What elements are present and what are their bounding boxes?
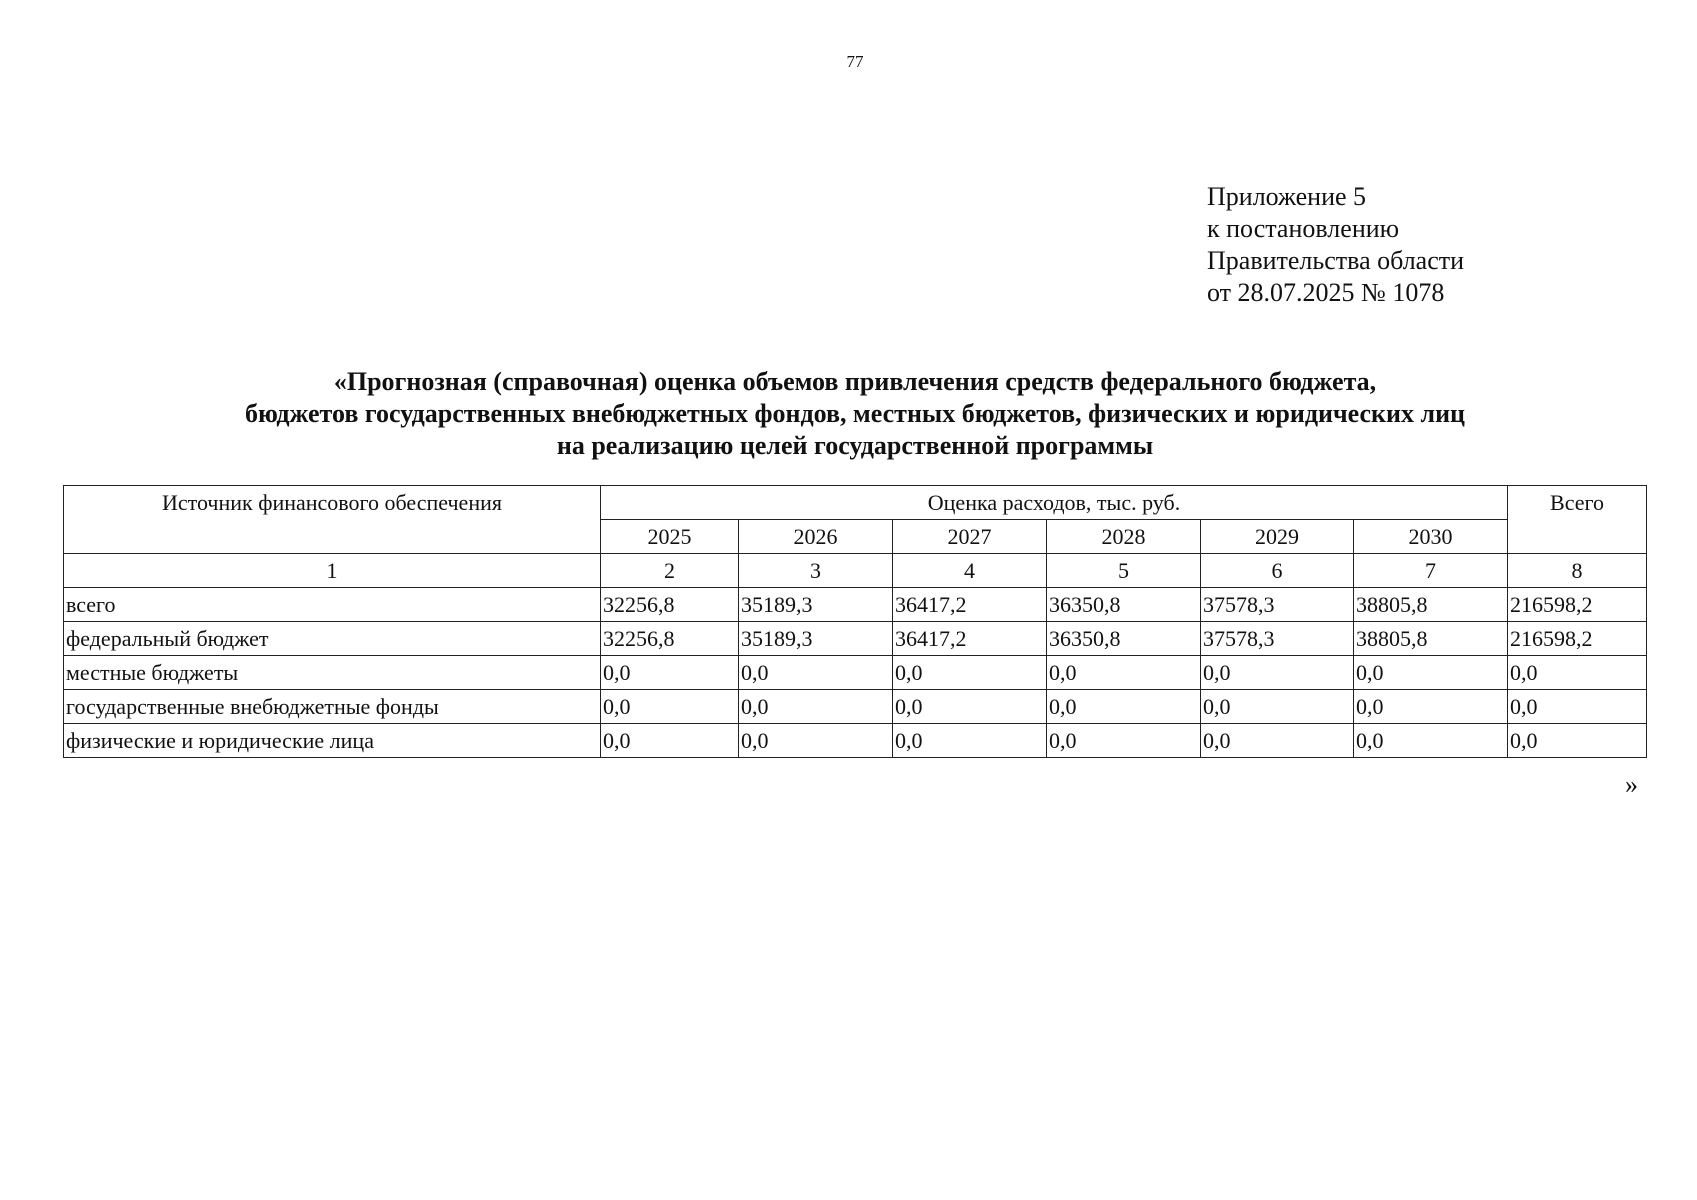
- value-cell: 32256,8: [601, 622, 739, 656]
- year-cell: 2029: [1201, 520, 1354, 554]
- value-cell: 0,0: [1201, 724, 1354, 758]
- appendix-line: Правительства области: [1207, 246, 1465, 275]
- budget-table: [63, 485, 1647, 758]
- row-label: физические и юридические лица: [64, 724, 601, 758]
- value-cell: 0,0: [1508, 656, 1647, 690]
- table-row: [64, 656, 1647, 690]
- value-cell: 0,0: [601, 656, 739, 690]
- header-row: [64, 486, 1647, 520]
- table-row: [64, 588, 1647, 622]
- value-cell: 0,0: [739, 690, 893, 724]
- value-cell: 0,0: [1047, 690, 1201, 724]
- year-cell: 2028: [1047, 520, 1201, 554]
- appendix-line: от 28.07.2025 № 1078: [1207, 278, 1445, 307]
- year-cell: 2025: [601, 520, 739, 554]
- value-cell: 36350,8: [1047, 588, 1201, 622]
- value-cell: 32256,8: [601, 588, 739, 622]
- value-cell: 0,0: [1354, 656, 1508, 690]
- value-cell: 36350,8: [1047, 622, 1201, 656]
- row-label: федеральный бюджет: [64, 622, 601, 656]
- value-cell: 0,0: [1354, 690, 1508, 724]
- column-number: 3: [739, 554, 893, 588]
- value-cell: 0,0: [893, 656, 1047, 690]
- title-line: «Прогнозная (справочная) оценка объемов привлечения средств федерального бюджета,: [333, 367, 1377, 396]
- value-cell: 0,0: [1201, 690, 1354, 724]
- value-cell: 38805,8: [1354, 588, 1508, 622]
- value-cell: 38805,8: [1354, 622, 1508, 656]
- value-cell: 36417,2: [893, 588, 1047, 622]
- value-cell: 0,0: [601, 690, 739, 724]
- table-row: [64, 724, 1647, 758]
- value-cell: 216598,2: [1508, 588, 1647, 622]
- value-cell: 216598,2: [1508, 622, 1647, 656]
- year-cell: 2026: [739, 520, 893, 554]
- column-number-row: [64, 554, 1647, 588]
- row-label: всего: [64, 588, 601, 622]
- page-number: 77: [846, 52, 864, 71]
- year-cell: 2030: [1354, 520, 1508, 554]
- value-cell: 0,0: [601, 724, 739, 758]
- appendix-line: Приложение 5: [1207, 182, 1367, 211]
- title-line: на реализацию целей государственной программы: [556, 431, 1154, 460]
- column-number: 6: [1201, 554, 1354, 588]
- header-total: Всего: [1508, 486, 1647, 554]
- row-label: местные бюджеты: [64, 656, 601, 690]
- value-cell: 0,0: [1047, 724, 1201, 758]
- value-cell: 0,0: [1508, 724, 1647, 758]
- column-number: 7: [1354, 554, 1508, 588]
- year-cell: 2027: [893, 520, 1047, 554]
- value-cell: 36417,2: [893, 622, 1047, 656]
- value-cell: 35189,3: [739, 622, 893, 656]
- header-source: Источник финансового обеспечения: [64, 486, 601, 554]
- value-cell: 0,0: [1354, 724, 1508, 758]
- appendix-block: [1207, 181, 1464, 309]
- column-number: 4: [893, 554, 1047, 588]
- value-cell: 37578,3: [1201, 588, 1354, 622]
- value-cell: 0,0: [1047, 656, 1201, 690]
- appendix-line: к постановлению: [1207, 214, 1400, 243]
- value-cell: 0,0: [1201, 656, 1354, 690]
- column-number: 8: [1508, 554, 1647, 588]
- value-cell: 35189,3: [739, 588, 893, 622]
- closing-quote: »: [1625, 770, 1638, 799]
- document-title: [60, 366, 1650, 462]
- value-cell: 0,0: [739, 724, 893, 758]
- value-cell: 0,0: [893, 724, 1047, 758]
- row-label: государственные внебюджетные фонды: [64, 690, 601, 724]
- header-estimate: Оценка расходов, тыс. руб.: [601, 486, 1508, 520]
- value-cell: 0,0: [739, 656, 893, 690]
- title-line: бюджетов государственных внебюджетных фондов, местных бюджетов, физических и юридических лиц: [244, 399, 1466, 428]
- value-cell: 37578,3: [1201, 622, 1354, 656]
- column-number: 2: [601, 554, 739, 588]
- table-row: [64, 622, 1647, 656]
- column-number: 1: [64, 554, 601, 588]
- table-row: [64, 690, 1647, 724]
- value-cell: 0,0: [1508, 690, 1647, 724]
- column-number: 5: [1047, 554, 1201, 588]
- value-cell: 0,0: [893, 690, 1047, 724]
